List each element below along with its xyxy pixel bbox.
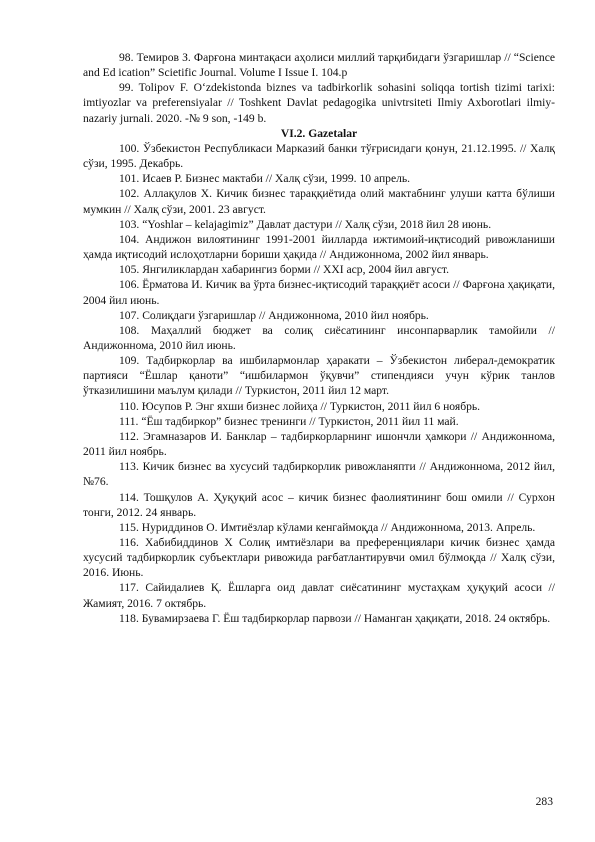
reference-115: 115. Нуриддинов О. Имтиёзлар кўлами кенгаймоқда // Андижоннома, 2013. Апрель. [119,520,536,534]
reference-103: 103. “Yoshlar – kelajagimiz” Давлат дастури // Халқ сўзи, 2018 йил 28 июнь. [119,217,492,231]
reference-114: 114. Тошқулов А. Ҳуқуқий асос – кичик бизнес фаолиятининг бош омили // Сурхон тонги, 2012. 24 январь. [83,490,555,519]
reference-118: 118. Бувамирзаева Г. Ёш тадбиркорлар парвози // Наманган ҳақиқати, 2018. 24 октябрь. [119,611,551,625]
reference-112: 112. Эгамназаров И. Банклар – тадбиркорларнинг ишончли ҳамкори // Андижоннома, 2011 йил ноябрь. [83,429,555,459]
reference-102: 102. Аллақулов Х. Кичик бизнес тараққиётида олий мактабнинг улуши катта бўлиши мумкин // Халқ сўзи, 2001. 23 август. [83,187,555,216]
reference-104: 104. Андижон вилоятининг 1991-2001 йилларда ижтимоий-иқтисодий ривожланиши ҳамда иқтисодий ислоҳотларни бориши ҳақида // Андижоннома, 2002 йил январь. [83,232,555,262]
reference-100: 100. Ўзбекистон Республикаси Марказий банки тўғрисидаги қонун, 21.12.1995. // Халқ сўзи, 1995. Декабрь. [83,141,555,171]
reference-111: 111. “Ёш тадбиркор” бизнес тренинги // Туркистон, 2011 йил 11 май. [119,414,459,428]
reference-99: 99. Tolipov F. O‘zdekistonda biznes va tadbirkorlik sohasini soliqqa tortish tizimi tarixi: imtiyozlar va preferensiyalar // Toshkent Davlat pedagogika univtrsiteti Ilmiy Axborotlari ilmiy-nazariy jurnali. 2020. -№ 9 son, -149 b. [83,81,555,125]
reference-113: 113. Кичик бизнес ва хусусий тадбиркорлик ривожланяпти // Андижоннома, 2012 йил, №76. [83,460,555,489]
reference-101: 101. Исаев Р. Бизнес мактаби // Халқ сўзи, 1999. 10 апрель. [119,172,411,186]
reference-109: 109. Тадбиркорлар ва ишбилармонлар ҳаракати – Ўзбекистон либерал-демократик партияси “Ёшлар қаноти” “ишбилармон ўқувчи” стипендияси учун кўрик танлов ўтказилишини маълум қилади // Туркистон, 2011 йил 12 март. [83,354,555,398]
reference-110: 110. Юсупов Р. Энг яхши бизнес лойиҳа // Туркистон, 2011 йил 6 ноябрь. [119,399,481,413]
reference-108: 108. Маҳаллий бюджет ва солиқ сиёсатининг инсонпарварлик тамойили // Андижоннома, 2010 йил июнь. [83,323,555,352]
reference-105: 105. Янгиликлардан хабарингиз борми // XXI аср, 2004 йил август. [119,263,449,277]
section-heading: VI.2. Gazetalar [280,126,358,140]
reference-98: 98. Темиров З. Фарғона минтақаси аҳолиси миллий тарқибидаги ўзгаришлар // “Science and Ed ication” Scietific Journal. Volume I Issue I. 104.p [83,51,555,80]
page-content [83,50,555,626]
reference-106: 106. Ёрматова И. Кичик ва ўрта бизнес-иқтисодий тараққиёт асоси // Фарғона ҳақиқати, 2004 йил июнь. [83,278,555,307]
reference-117: 117. Сайидалиев Қ. Ёшларга оид давлат сиёсатининг мустаҳкам ҳуқуқий асоси // Жамият, 2016. 7 октябрь. [83,581,555,610]
reference-107: 107. Солиқдаги ўзгаришлар // Андижоннома, 2010 йил ноябрь. [119,308,429,322]
reference-116: 116. Хабибиддинов Х Солиқ имтиёзлари ва преференциялари кичик бизнес ҳамда хусусий тадбиркорлик субъектлари ривожида рағбатлантирувчи омил бўлмоқда // Халқ сўзи, 2016. Июнь. [83,536,555,580]
page-number: 283 [535,795,553,808]
